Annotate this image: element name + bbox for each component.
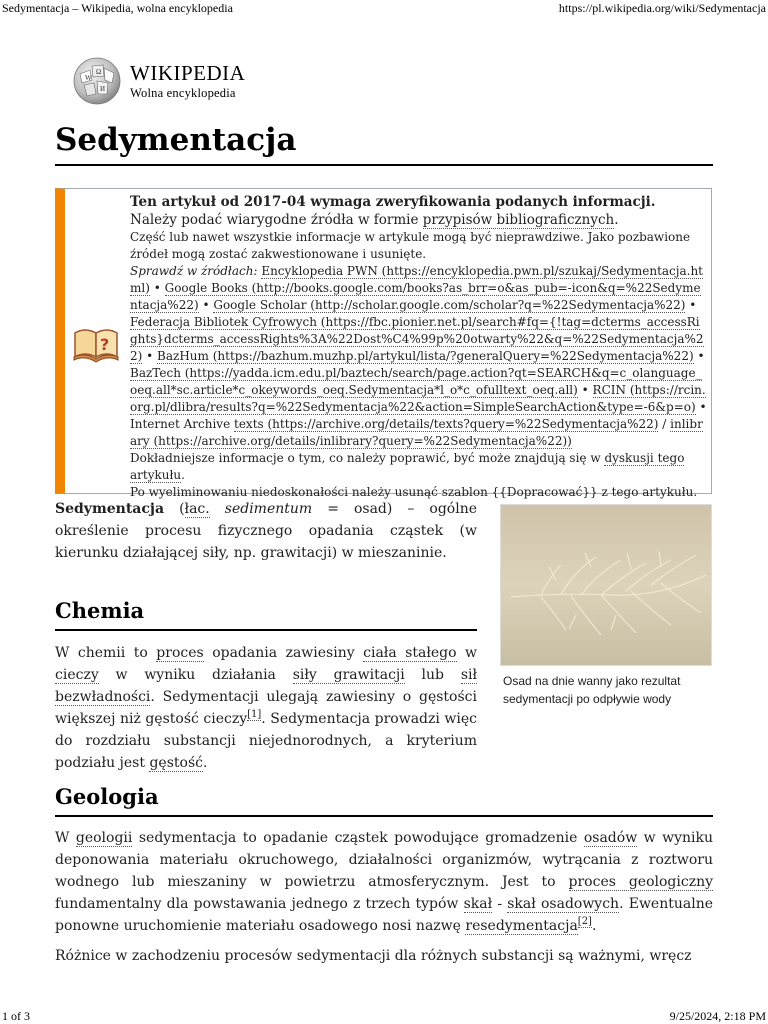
link-przypisow[interactable]: przypisów bibliograficznych (422, 212, 615, 228)
link-resedymentacja[interactable]: resedymentacja (465, 918, 578, 934)
page-counter: 1 of 3 (2, 1009, 30, 1023)
chemia-paragraph: W chemii to proces opadania zawiesiny ciała stałego w cieczy w wyniku działania siły grawitacji lub sił bezwładności. Sedymentacji ulegają zawiesiny o gęstości większej niż gęstość cieczy[1]. Sedymentacja prowadzi więc do rozdziału substancji niejednorodnych, a kryterium podziału jest gęstość. (55, 645, 478, 771)
geologia-paragraph: W geologii sedymentacja to opadanie cząstek powodujące gromadzenie osadów w wyniku deponowania materiału okruchowego, działalności organizmów, wytrącania z roztworu wodnego lub mieszaniny w powietrzu atmosferycznym. Jest to proces geologiczny fundamentalny dla powstawania jednego z trzech typów skał - skał osadowych. Ewentualne ponowne uruchomienie materiału osadowego nosi nazwę resedymentacja[2]. (55, 830, 714, 934)
link-lac[interactable]: łac. (184, 501, 210, 517)
link-cialo-stale[interactable]: ciała stałego (363, 645, 457, 661)
link-geologii[interactable]: geologii (75, 830, 133, 846)
link-sily-grawitacji[interactable]: siły grawitacji (292, 667, 405, 683)
book-question-icon (71, 319, 121, 363)
source-link[interactable]: Google Books (http://books.google.com/books?as_brr=o&as_pub=-icon&q=%22Sedymentacja%22) (130, 281, 701, 312)
reference-2[interactable]: [2] (577, 916, 592, 928)
source-link[interactable]: RCIN (https://rcin.org.pl/dlibra/results?q=%22Sedymentacja%22&action=SimpleSearchAction&type=-6&p=o) (130, 383, 706, 414)
link-dyskusji[interactable]: dyskusji tego artykułu (130, 451, 685, 482)
svg-text:?: ? (100, 335, 110, 354)
thumbnail-caption: Osad na dnie wanny jako rezultat sedymentacji po odpływie wody (503, 674, 681, 706)
notice-sources: Sprawdź w źródłach: Encyklopedia PWN (https://encyklopedia.pwn.pl/szukaj/Sedymentacja.html) • Google Books (http://books.google.com/books?as_brr=o&as_pub=-icon&q=%22Sedymentacja%22) • Google Scholar (http://scholar.google.com/scholar?q=%22Sedymentacja%22) • Federacja Bibliotek Cyfrowych (https://fbc.pionier.net.pl/search#fq={!tag=dcterms_accessRights}dcterms_accessRights%3A%22Dost%C4%99p%20otwarty%22&q=%22Sedymentacja%22) • BazHum (https://bazhum.muzhp.pl/artykul/lista/?generalQuery=%22Sedymentacja%22) • BazTech (https://yadda.icm.edu.pl/baztech/search/page.action?qt=SEARCH&q=c_olanguage_oeq.all*sc.article*c_okeywords_oeq.Sedymentacja*l_o*c_ofulltext_oeq.all) • RCIN (https://rcin.org.pl/dlibra/results?q=%22Sedymentacja%22&action=SimpleSearchAction&type=-6&p=o) • Internet Archive texts (https://archive.org/details/texts?query=%22Sedymentacja%22) / inlibrary (https://archive.org/details/inlibrary?query=%22Sedymentacja%22)) (130, 264, 707, 448)
link-ciecz[interactable]: cieczy (55, 667, 99, 683)
svg-text:И: И (100, 85, 106, 93)
check-label: Sprawdź w źródłach: (130, 264, 258, 278)
page-title: Sedymentacja (55, 122, 713, 166)
source-link[interactable]: BazHum (https://bazhum.muzhp.pl/artykul/lista/?generalQuery=%22Sedymentacja%22) (157, 349, 694, 363)
print-url: https://pl.wikipedia.org/wiki/Sedymentacja (558, 1, 766, 15)
source-link[interactable]: inlibrary (https://archive.org/details/inlibrary?query=%22Sedymentacja%22)) (130, 417, 703, 448)
print-header (0, 0, 768, 16)
link-sil-bezwladnosci[interactable]: sił bezwładności (55, 667, 478, 705)
source-link[interactable]: Federacja Bibliotek Cyfrowych (https://fbc.pionier.net.pl/search#fq={!tag=dcterms_accessRights}dcterms_accessRights%3A%22Dost%C4%99p%20otwarty%22&q=%22Sedymentacja%22) (130, 315, 704, 363)
notice-subheader: Należy podać wiarygodne źródła w formie przypisów bibliograficznych. (130, 212, 619, 228)
wikipedia-wordmark: WIKIPEDIA (130, 61, 246, 85)
svg-text:W: W (85, 74, 92, 82)
source-link[interactable]: BazTech (https://yadda.icm.edu.pl/baztech/search/page.action?qt=SEARCH&q=c_olanguage_oeq.all*sc.article*c_okeywords_oeq.Sedymentacja*l_o*c_ofulltext_oeq.all) (130, 366, 702, 397)
lead-paragraph: Sedymentacja (łac. sedimentum = osad) – ogólne określenie procesu fizycznego opadania cząstek (w kierunku działającej siły, np. grawitacji) w mieszaninie. (55, 501, 477, 561)
source-link[interactable]: texts (https://archive.org/details/texts?query=%22Sedymentacja%22) (234, 417, 659, 431)
geologia-paragraph-2: Różnice w zachodzeniu procesów sedymentacji dla różnych substancji są ważnymi, wręcz (55, 948, 692, 964)
notice-more: Dokładniejsze informacje o tym, co należy poprawić, być może znajdują się w dyskusji tego artykułu. (130, 451, 685, 482)
link-skal-osadowych[interactable]: skał osadowych (507, 896, 620, 912)
wikipedia-globe-icon (72, 56, 122, 106)
print-datetime: 9/25/2024, 2:18 PM (669, 1009, 766, 1023)
link-skal[interactable]: skał (463, 896, 493, 912)
reference-1[interactable]: [1] (247, 709, 262, 721)
thumbnail-figure (500, 504, 712, 708)
section-heading-geologia: Geologia (55, 784, 713, 817)
verification-notice (55, 188, 712, 499)
print-footer (0, 1008, 768, 1024)
link-proces[interactable]: proces (156, 645, 204, 661)
link-proces-geologiczny[interactable]: proces geologiczny (568, 874, 713, 890)
sediment-photo[interactable] (500, 504, 712, 666)
link-gestosc[interactable]: gęstość (149, 755, 203, 771)
source-link[interactable]: Google Scholar (http://scholar.google.com/scholar?q=%22Sedymentacja%22) (213, 298, 686, 312)
wikipedia-tagline: Wolna encyklopedia (130, 86, 236, 100)
notice-remove: Po wyeliminowaniu niedoskonałości należy usunąć szablon {{Dopracować}} z tego artykułu. (130, 485, 698, 499)
section-heading-chemia: Chemia (55, 598, 477, 631)
svg-text:Ω: Ω (96, 68, 102, 76)
notice-warning: Część lub nawet wszystkie informacje w artykule mogą być nieprawdziwe. Jako pozbawione źródeł mogą zostać zakwestionowane i usunięte. (130, 230, 691, 261)
wikipedia-logo[interactable] (72, 56, 262, 106)
notice-header: Ten artykuł od 2017-04 wymaga zweryfikowania podanych informacji. (130, 194, 656, 210)
print-title: Sedymentacja – Wikipedia, wolna encyklopedia (2, 1, 233, 15)
source-link[interactable]: Encyklopedia PWN (https://encyklopedia.pwn.pl/szukaj/Sedymentacja.html) (130, 264, 704, 295)
link-osadow[interactable]: osadów (583, 830, 638, 846)
